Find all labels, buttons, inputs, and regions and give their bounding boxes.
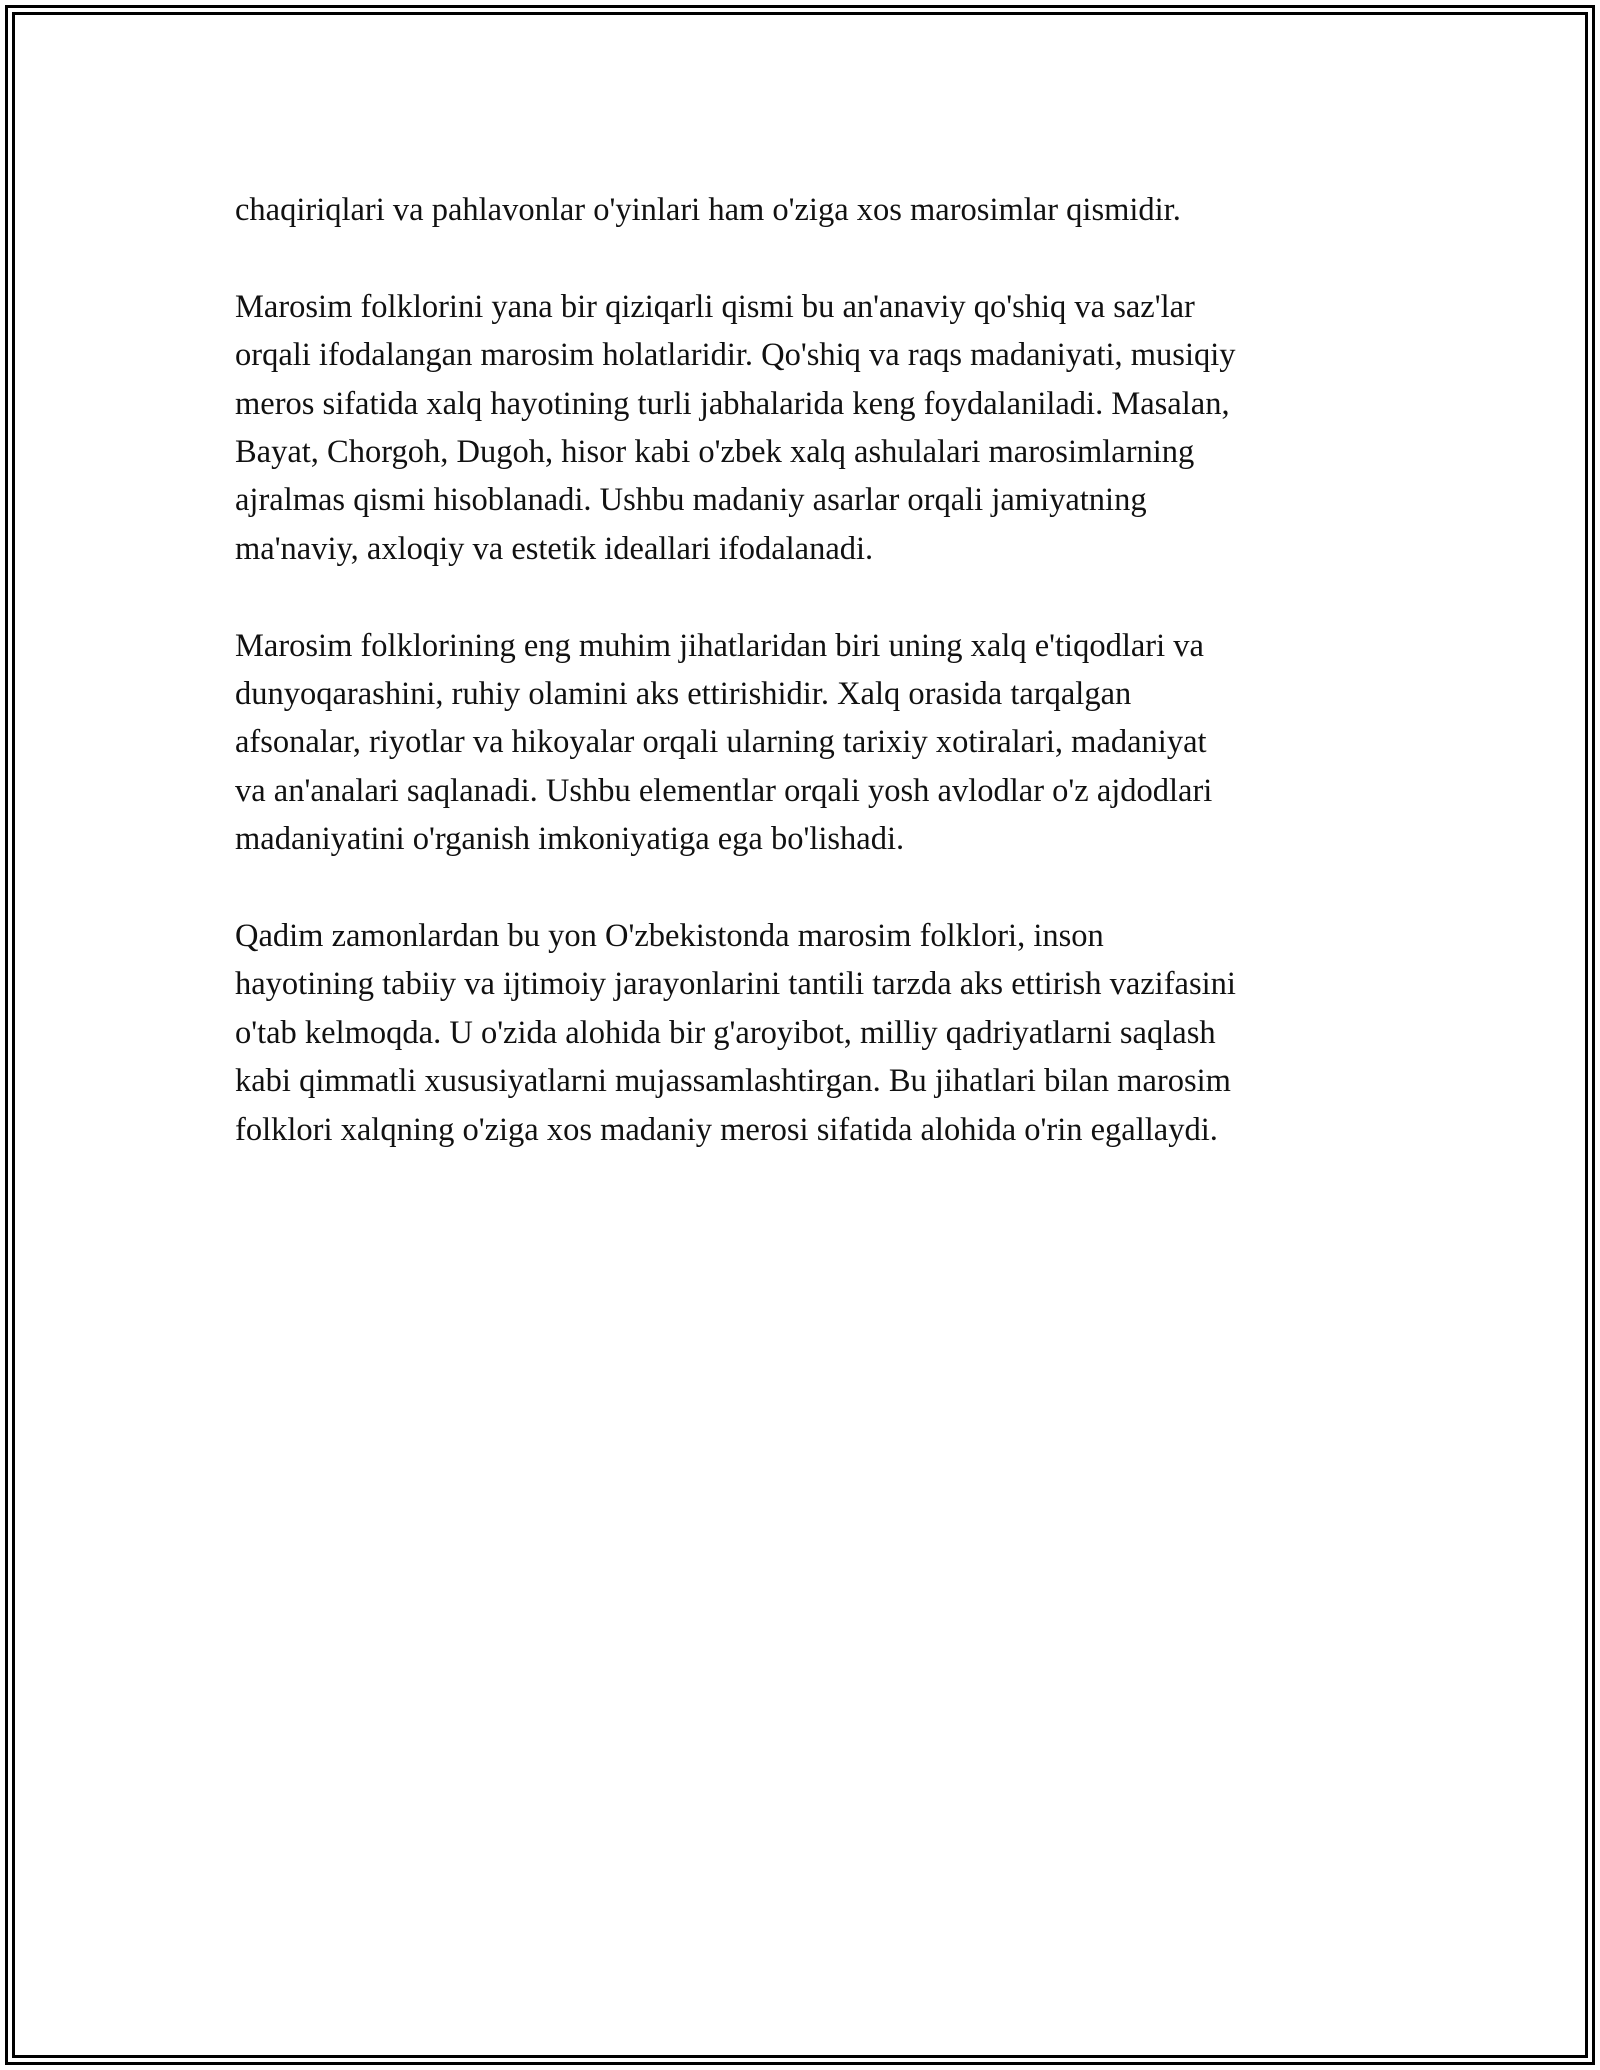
text-line: kabi qimmatli xususiyatlarni mujassamlashtirgan. Bu jihatlari bilan marosim — [235, 1063, 1231, 1100]
paragraph-2 — [235, 283, 1385, 573]
text-line: folklori xalqning o'ziga xos madaniy merosi sifatida alohida o'rin egallaydi. — [235, 1111, 1218, 1148]
text-line: Qadim zamonlardan bu yon O'zbekistonda marosim folklori, inson — [235, 918, 1104, 955]
paragraph-1 — [235, 186, 1385, 234]
text-line: ma'naviy, axloqiy va estetik ideallari ifodalanadi. — [235, 530, 874, 567]
text-line: Bayat, Chorgoh, Dugoh, hisor kabi o'zbek xalq ashulalari marosimlarning — [235, 434, 1195, 471]
text-line: madaniyatini o'rganish imkoniyatiga ega bo'lishadi. — [235, 821, 905, 858]
text-line: va an'analari saqlanadi. Ushbu elementlar orqali yosh avlodlar o'z ajdodlari — [235, 772, 1213, 809]
text-line: hayotining tabiiy va ijtimoiy jarayonlarini tantili tarzda aks ettirish vazifasini — [235, 966, 1236, 1003]
text-line: meros sifatida xalq hayotining turli jabhalarida keng foydalaniladi. Masalan, — [235, 385, 1230, 422]
text-line: Marosim folklorini yana bir qiziqarli qismi bu an'anaviy qo'shiq va saz'lar — [235, 288, 1195, 325]
text-line: orqali ifodalangan marosim holatlaridir. Qo'shiq va raqs madaniyati, musiqiy — [235, 337, 1236, 374]
paragraph-3 — [235, 622, 1385, 864]
text-line: ajralmas qismi hisoblanadi. Ushbu madaniy asarlar orqali jamiyatning — [235, 482, 1147, 519]
paragraph-4 — [235, 912, 1385, 1154]
document-body — [235, 186, 1385, 1202]
text-line: afsonalar, riyotlar va hikoyalar orqali ularning tarixiy xotiralari, madaniyat — [235, 724, 1207, 761]
text-line: o'tab kelmoqda. U o'zida alohida bir g'aroyibot, milliy qadriyatlarni saqlash — [235, 1014, 1216, 1051]
text-line: dunyoqarashini, ruhiy olamini aks ettirishidir. Xalq orasida tarqalgan — [235, 676, 1132, 713]
text-line: Marosim folklorining eng muhim jihatlaridan biri uning xalq e'tiqodlari va — [235, 627, 1204, 664]
text-line: chaqiriqlari va pahlavonlar o'yinlari ham o'ziga xos marosimlar qismidir. — [235, 192, 1181, 228]
